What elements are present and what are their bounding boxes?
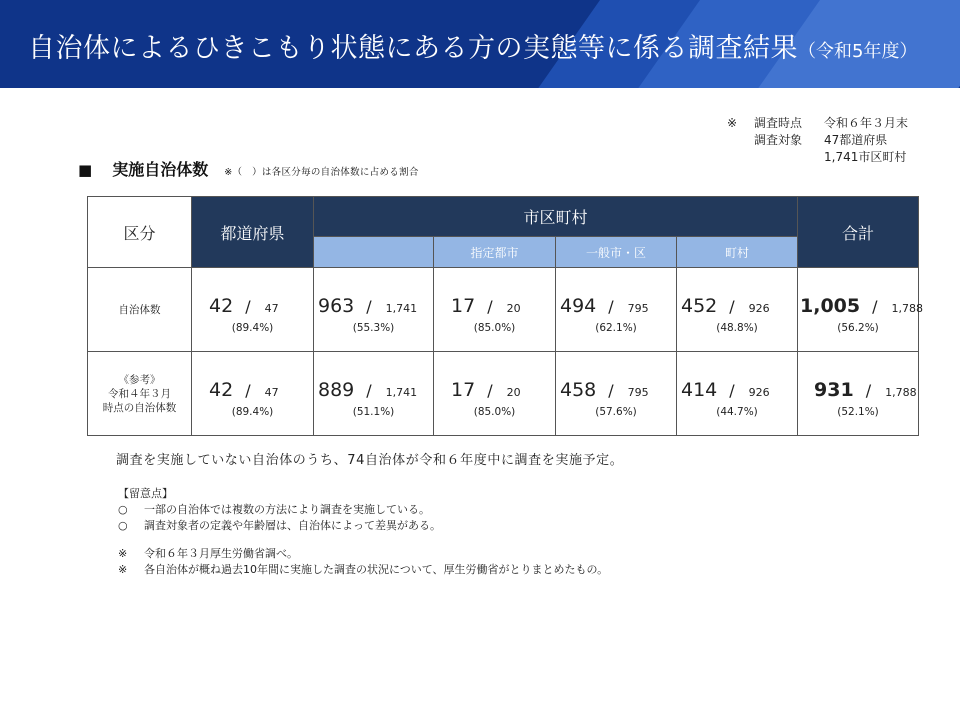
cell-count: 42 (209, 379, 234, 401)
value-cell (556, 268, 677, 352)
cell-percent: (51.1%) (352, 406, 395, 418)
cell-count: 963 (318, 295, 355, 317)
meta-mark: ※ (727, 116, 738, 130)
cell-count: 42 (209, 295, 234, 317)
reference-text: 各自治体が概ね過去10年間に実施した調査の状況について、厚生労働省がとりまとめたもの。 (144, 563, 609, 576)
value-cell (314, 352, 434, 436)
section-note: ※（ ）は各区分毎の自治体数に占める割合 (224, 167, 419, 178)
remark-item (118, 502, 608, 518)
cell-count: 931 (814, 379, 854, 401)
meta-row (727, 132, 908, 149)
page-title-text: 自治体によるひきこもり状態にある方の実態等に係る調査結果 (28, 33, 798, 64)
reference-item (118, 562, 608, 578)
meta-label: 調査時点 (754, 116, 803, 130)
header-municipal: 市区町村 (314, 197, 798, 237)
cell-total: 795 (627, 302, 649, 315)
reference-item (118, 546, 608, 562)
title-banner (0, 0, 960, 88)
remarks-heading: 【留意点】 (118, 487, 173, 500)
value-cell (314, 268, 434, 352)
cell-count: 452 (681, 295, 718, 317)
value-cell (798, 268, 924, 352)
slash: / (366, 381, 372, 400)
cell-count: 889 (318, 379, 355, 401)
value-cell (434, 268, 556, 352)
cell-total: 20 (506, 302, 521, 315)
reference-mark: ※ (118, 563, 128, 576)
meta-value: 1,741市区町村 (824, 150, 907, 164)
row-label-line: 《参考》 (118, 373, 161, 386)
slash: / (245, 381, 251, 400)
header-municipal-all (314, 237, 434, 268)
page-subtitle: （令和5年度） (798, 41, 918, 62)
table-row (88, 268, 919, 352)
cell-total: 1,741 (385, 302, 418, 315)
circle-mark: ○ (118, 503, 128, 516)
slash: / (865, 381, 872, 400)
reference-mark: ※ (118, 547, 128, 560)
value-cell (556, 352, 677, 436)
cell-total: 926 (748, 302, 770, 315)
cell-total: 1,788 (891, 302, 924, 315)
cell-percent: (62.1%) (595, 322, 637, 334)
header-designated: 指定都市 (434, 237, 556, 268)
cell-percent: (55.3%) (352, 322, 395, 334)
meta-value: 47都道府県 (824, 133, 888, 147)
meta-label (754, 149, 824, 166)
value-cell (798, 352, 919, 436)
remark-text: 一部の自治体では複数の方法により調査を実施している。 (144, 503, 430, 516)
remark-item (118, 518, 608, 534)
cell-count: 17 (451, 379, 476, 401)
slash: / (487, 297, 493, 316)
cell-percent: (57.6%) (595, 406, 637, 418)
results-table (87, 196, 924, 436)
cell-count: 494 (560, 295, 597, 317)
row-label-line: 令和４年３月 (108, 387, 171, 400)
meta-row (727, 149, 908, 166)
planned-survey-note: 調査を実施していない自治体のうち、74自治体が令和６年度中に調査を実施予定。 (116, 453, 624, 468)
reference-text: 令和６年３月厚生労働省調べ。 (144, 547, 298, 560)
section-title-text: 実施自治体数 (112, 160, 209, 179)
slash: / (487, 381, 493, 400)
cell-percent: (85.0%) (473, 322, 516, 334)
meta-value: 令和６年３月末 (824, 116, 909, 130)
cell-total: 926 (748, 386, 770, 399)
meta-label: 調査対象 (754, 133, 803, 147)
value-cell (677, 352, 798, 436)
cell-count: 17 (451, 295, 476, 317)
slash: / (729, 381, 735, 400)
slash: / (366, 297, 372, 316)
row-label-line: 時点の自治体数 (102, 401, 177, 414)
cell-total: 1,741 (385, 386, 418, 399)
remark-text: 調査対象者の定義や年齢層は、自治体によって差異がある。 (144, 519, 441, 532)
header-total: 合計 (798, 197, 919, 268)
cell-count: 458 (560, 379, 597, 401)
header-kubun: 区分 (88, 197, 192, 268)
cell-total: 1,788 (885, 386, 917, 399)
cell-count: 1,005 (800, 295, 861, 317)
value-cell (434, 352, 556, 436)
slash: / (245, 297, 251, 316)
slash: / (608, 297, 614, 316)
cell-total: 795 (627, 386, 649, 399)
slash: / (608, 381, 614, 400)
cell-percent: (56.2%) (837, 322, 879, 334)
row-label (88, 352, 192, 436)
header-general: 一般市・区 (556, 237, 677, 268)
cell-percent: (52.1%) (837, 406, 879, 418)
remarks (118, 486, 608, 578)
value-cell (192, 352, 314, 436)
cell-total: 20 (506, 386, 521, 399)
cell-count: 414 (681, 379, 718, 401)
slash: / (872, 297, 878, 316)
value-cell (677, 268, 798, 352)
cell-total: 47 (264, 386, 279, 399)
header-town: 町村 (677, 237, 798, 268)
cell-percent: (44.7%) (716, 406, 758, 418)
cell-percent: (85.0%) (473, 406, 516, 418)
page-title (28, 26, 917, 65)
cell-percent: (48.8%) (716, 322, 758, 334)
table-row (88, 352, 919, 436)
value-cell (192, 268, 314, 352)
cell-percent: (89.4%) (231, 322, 274, 334)
row-label: 自治体数 (88, 268, 192, 352)
cell-percent: (89.4%) (231, 406, 274, 418)
cell-total: 47 (264, 302, 279, 315)
bullet-square: ■ (78, 161, 93, 179)
slash: / (729, 297, 735, 316)
section-heading (78, 157, 419, 180)
header-prefecture: 都道府県 (192, 197, 314, 268)
meta-row (727, 115, 908, 132)
survey-meta (727, 115, 908, 166)
circle-mark: ○ (118, 519, 128, 532)
